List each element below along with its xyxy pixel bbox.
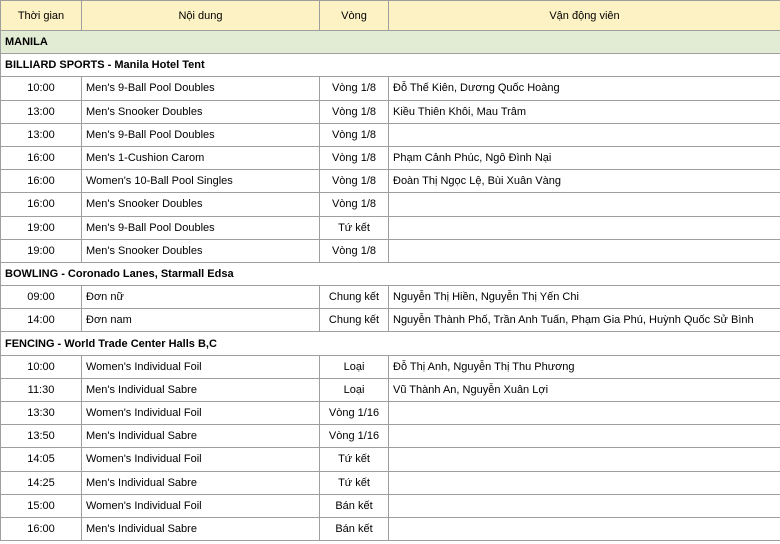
cell-event: Women's 10-Ball Pool Singles (82, 170, 320, 193)
table-row (1, 309, 780, 332)
table-row (1, 286, 780, 309)
cell-event: Men's Snooker Doubles (82, 239, 320, 262)
city-row (1, 31, 780, 54)
cell-athletes (389, 517, 780, 540)
table-row (1, 100, 780, 123)
venue-row (1, 262, 780, 285)
table-row (1, 402, 780, 425)
cell-time: 11:30 (1, 378, 82, 401)
table-row (1, 77, 780, 100)
cell-round: Vòng 1/8 (320, 77, 389, 100)
cell-athletes: Nguyễn Thành Phố, Trần Anh Tuấn, Phạm Gia Phú, Huỳnh Quốc Sử Bình (389, 309, 780, 332)
cell-round: Tứ kết (320, 471, 389, 494)
cell-time: 13:50 (1, 425, 82, 448)
cell-athletes: Đỗ Thị Anh, Nguyễn Thị Thu Phương (389, 355, 780, 378)
cell-event: Men's Snooker Doubles (82, 100, 320, 123)
cell-athletes: Nguyễn Thị Hiền, Nguyễn Thị Yến Chi (389, 286, 780, 309)
cell-athletes: Kiều Thiên Khôi, Mau Trâm (389, 100, 780, 123)
venue-title: BILLIARD SPORTS - Manila Hotel Tent (1, 54, 780, 77)
cell-event: Women's Individual Foil (82, 355, 320, 378)
cell-round: Vòng 1/8 (320, 170, 389, 193)
table-row (1, 170, 780, 193)
cell-time: 09:00 (1, 286, 82, 309)
cell-round: Vòng 1/8 (320, 239, 389, 262)
venue-title: BOWLING - Coronado Lanes, Starmall Edsa (1, 262, 780, 285)
cell-time: 16:00 (1, 146, 82, 169)
cell-athletes (389, 425, 780, 448)
table-row (1, 517, 780, 540)
cell-athletes (389, 193, 780, 216)
cell-event: Men's Individual Sabre (82, 517, 320, 540)
cell-round: Loại (320, 355, 389, 378)
cell-time: 16:00 (1, 170, 82, 193)
table-row (1, 216, 780, 239)
cell-athletes: Đoàn Thị Ngọc Lệ, Bùi Xuân Vàng (389, 170, 780, 193)
table-row (1, 239, 780, 262)
header-row (1, 1, 780, 31)
header-round: Vòng (320, 1, 389, 31)
cell-event: Women's Individual Foil (82, 402, 320, 425)
header-time: Thời gian (1, 1, 82, 31)
table-row (1, 425, 780, 448)
cell-athletes (389, 123, 780, 146)
cell-athletes (389, 216, 780, 239)
cell-time: 13:00 (1, 100, 82, 123)
table-row (1, 123, 780, 146)
cell-athletes: Đỗ Thế Kiên, Dương Quốc Hoàng (389, 77, 780, 100)
venue-row (1, 54, 780, 77)
city-name: MANILA (1, 31, 780, 54)
cell-event: Men's 9-Ball Pool Doubles (82, 216, 320, 239)
cell-event: Men's Individual Sabre (82, 425, 320, 448)
cell-athletes (389, 402, 780, 425)
cell-round: Bán kết (320, 517, 389, 540)
cell-round: Vòng 1/8 (320, 100, 389, 123)
cell-round: Vòng 1/8 (320, 193, 389, 216)
cell-athletes (389, 494, 780, 517)
cell-round: Tứ kết (320, 448, 389, 471)
cell-event: Đơn nữ (82, 286, 320, 309)
cell-time: 16:00 (1, 517, 82, 540)
cell-athletes (389, 471, 780, 494)
cell-event: Women's Individual Foil (82, 448, 320, 471)
cell-time: 19:00 (1, 216, 82, 239)
table-row (1, 146, 780, 169)
cell-round: Tứ kết (320, 216, 389, 239)
venue-row (1, 332, 780, 355)
cell-time: 14:05 (1, 448, 82, 471)
cell-event: Men's 1-Cushion Carom (82, 146, 320, 169)
table-row (1, 193, 780, 216)
table-row (1, 378, 780, 401)
header-athletes: Vận động viên (389, 1, 780, 31)
header-event: Nội dung (82, 1, 320, 31)
cell-round: Vòng 1/8 (320, 146, 389, 169)
cell-round: Loại (320, 378, 389, 401)
venue-title: FENCING - World Trade Center Halls B,C (1, 332, 780, 355)
cell-event: Men's Individual Sabre (82, 378, 320, 401)
cell-round: Vòng 1/16 (320, 402, 389, 425)
cell-time: 13:30 (1, 402, 82, 425)
cell-event: Men's Individual Sabre (82, 471, 320, 494)
cell-time: 10:00 (1, 355, 82, 378)
cell-athletes (389, 239, 780, 262)
cell-time: 14:25 (1, 471, 82, 494)
table-row (1, 471, 780, 494)
cell-time: 16:00 (1, 193, 82, 216)
cell-athletes: Vũ Thành An, Nguyễn Xuân Lợi (389, 378, 780, 401)
cell-round: Vòng 1/8 (320, 123, 389, 146)
cell-event: Women's Individual Foil (82, 494, 320, 517)
cell-time: 10:00 (1, 77, 82, 100)
cell-round: Vòng 1/16 (320, 425, 389, 448)
cell-round: Chung kết (320, 286, 389, 309)
cell-athletes: Phạm Cảnh Phúc, Ngô Đình Nại (389, 146, 780, 169)
cell-time: 15:00 (1, 494, 82, 517)
cell-round: Chung kết (320, 309, 389, 332)
cell-time: 14:00 (1, 309, 82, 332)
cell-event: Men's Snooker Doubles (82, 193, 320, 216)
cell-time: 19:00 (1, 239, 82, 262)
cell-time: 13:00 (1, 123, 82, 146)
table-row (1, 494, 780, 517)
cell-event: Men's 9-Ball Pool Doubles (82, 123, 320, 146)
cell-round: Bán kết (320, 494, 389, 517)
cell-event: Men's 9-Ball Pool Doubles (82, 77, 320, 100)
table-row (1, 355, 780, 378)
cell-athletes (389, 448, 780, 471)
table-row (1, 448, 780, 471)
cell-event: Đơn nam (82, 309, 320, 332)
